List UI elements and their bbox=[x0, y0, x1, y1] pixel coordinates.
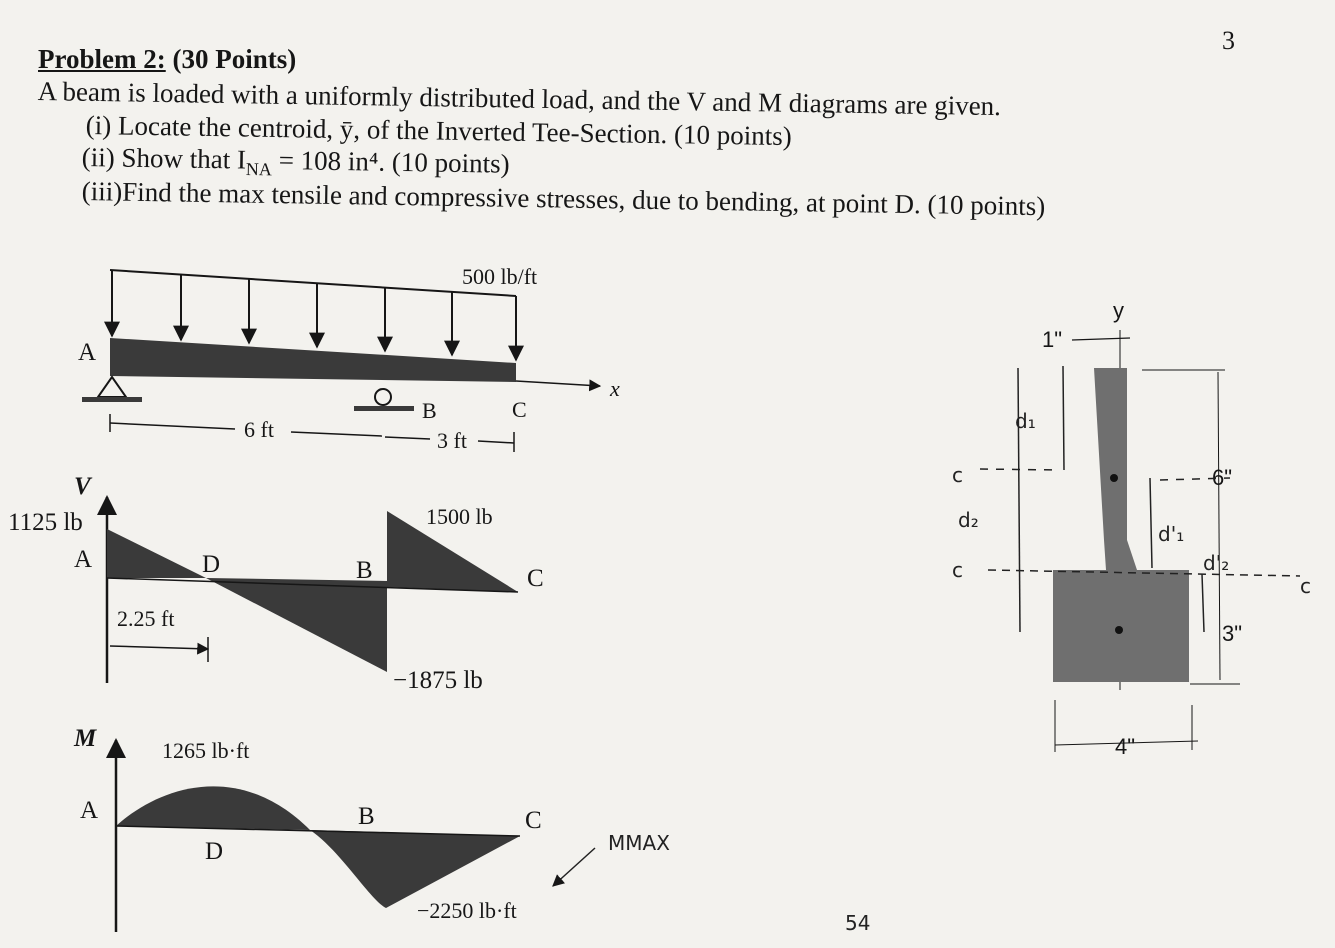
c-label-mid: c bbox=[952, 558, 963, 582]
d2-label: d₂ bbox=[958, 508, 979, 532]
d2-dim bbox=[1018, 368, 1020, 632]
span-ab-label: 6 ft bbox=[244, 417, 274, 442]
roller-ground bbox=[354, 406, 414, 411]
problem-intro: A beam is loaded with a uniformly distributed load, and the V and M diagrams are given. bbox=[37, 76, 1002, 122]
moment-label-d: D bbox=[205, 838, 224, 865]
c-label-right: c bbox=[1300, 574, 1311, 598]
moment-diagram bbox=[73, 725, 670, 932]
flange-width-label: 4" bbox=[1115, 734, 1136, 759]
y-axis-label: y bbox=[1113, 298, 1124, 323]
part-i: (i) Locate the centroid, ȳ, of the Inverted Tee-Section. (10 points) bbox=[85, 110, 793, 152]
height-bottom-label: 3" bbox=[1222, 621, 1243, 646]
dim-bc-right bbox=[478, 441, 514, 443]
tee-section bbox=[952, 298, 1311, 759]
span-bc-label: 3 ft bbox=[437, 428, 467, 453]
shear-label-b: B bbox=[356, 557, 373, 584]
d1-label: d₁ bbox=[1015, 409, 1036, 433]
part-ii-sub: NA bbox=[245, 158, 272, 180]
roller-support bbox=[375, 389, 391, 405]
web-centroid bbox=[1110, 474, 1118, 482]
shear-positive-ad bbox=[107, 529, 206, 578]
load-label: 500 lb/ft bbox=[462, 264, 538, 289]
pin-ground bbox=[82, 397, 142, 402]
dim-ab-right bbox=[291, 432, 382, 436]
beam-label-b: B bbox=[422, 398, 437, 423]
shear-diagram bbox=[8, 473, 544, 694]
shear-negative-db bbox=[206, 578, 387, 672]
beam-diagram bbox=[78, 264, 620, 453]
flange-centroid bbox=[1115, 626, 1123, 634]
d1p-label: d'₁ bbox=[1158, 522, 1185, 546]
beam-body bbox=[110, 338, 516, 382]
web bbox=[1094, 368, 1137, 570]
bottom-note: 54 bbox=[845, 911, 871, 935]
mmax-arrow bbox=[553, 848, 595, 886]
height-top-label: 6" bbox=[1212, 465, 1233, 490]
problem-points: (30 Points) bbox=[172, 44, 297, 74]
d2p-label: d'₂ bbox=[1203, 551, 1230, 575]
web-width-label: 1" bbox=[1042, 327, 1063, 352]
moment-label-c: C bbox=[525, 807, 542, 834]
c-label-top: c bbox=[952, 463, 963, 487]
moment-negative bbox=[310, 830, 520, 908]
shear-label-c: C bbox=[527, 565, 544, 592]
mmax-note: MMAX bbox=[608, 831, 670, 855]
dist-d: 2.25 ft bbox=[117, 606, 175, 631]
flange bbox=[1053, 570, 1189, 682]
m-b-value: −2250 lb·ft bbox=[417, 898, 517, 923]
dim-bc-left bbox=[385, 437, 430, 439]
part-iii: (iii)Find the max tensile and compressive stresses, due to bending, at point D. (10 points) bbox=[81, 176, 1046, 222]
v-b-left: −1875 lb bbox=[393, 667, 483, 694]
m-d-value: 1265 lb·ft bbox=[162, 738, 250, 763]
shear-label-a: A bbox=[74, 546, 93, 573]
beam-label-a: A bbox=[78, 339, 97, 366]
v-b-right: 1500 lb bbox=[426, 504, 493, 529]
beam-label-c: C bbox=[512, 397, 527, 422]
problem-title: Problem 2: bbox=[38, 44, 166, 74]
page-number: 3 bbox=[1222, 26, 1235, 55]
x-axis-arrow bbox=[516, 381, 600, 386]
m-axis-label: M bbox=[74, 725, 97, 752]
moment-label-a: A bbox=[80, 797, 99, 824]
v-a-value: 1125 lb bbox=[8, 509, 83, 536]
v-axis-label: V bbox=[74, 473, 91, 500]
load-top-line bbox=[110, 270, 516, 296]
part-ii-text: (ii) Show that I bbox=[81, 142, 247, 175]
pin-support bbox=[98, 377, 126, 397]
d2p-dim bbox=[1202, 574, 1204, 632]
moment-label-b: B bbox=[358, 803, 375, 830]
moment-positive bbox=[116, 786, 310, 830]
part-ii-rest: = 108 in⁴. (10 points) bbox=[271, 144, 510, 179]
dim-ab-left bbox=[110, 423, 235, 429]
d1p-dim bbox=[1150, 478, 1152, 568]
x-axis-label: x bbox=[610, 376, 620, 401]
shear-label-d: D bbox=[202, 551, 221, 578]
d1-dim bbox=[1063, 366, 1064, 470]
